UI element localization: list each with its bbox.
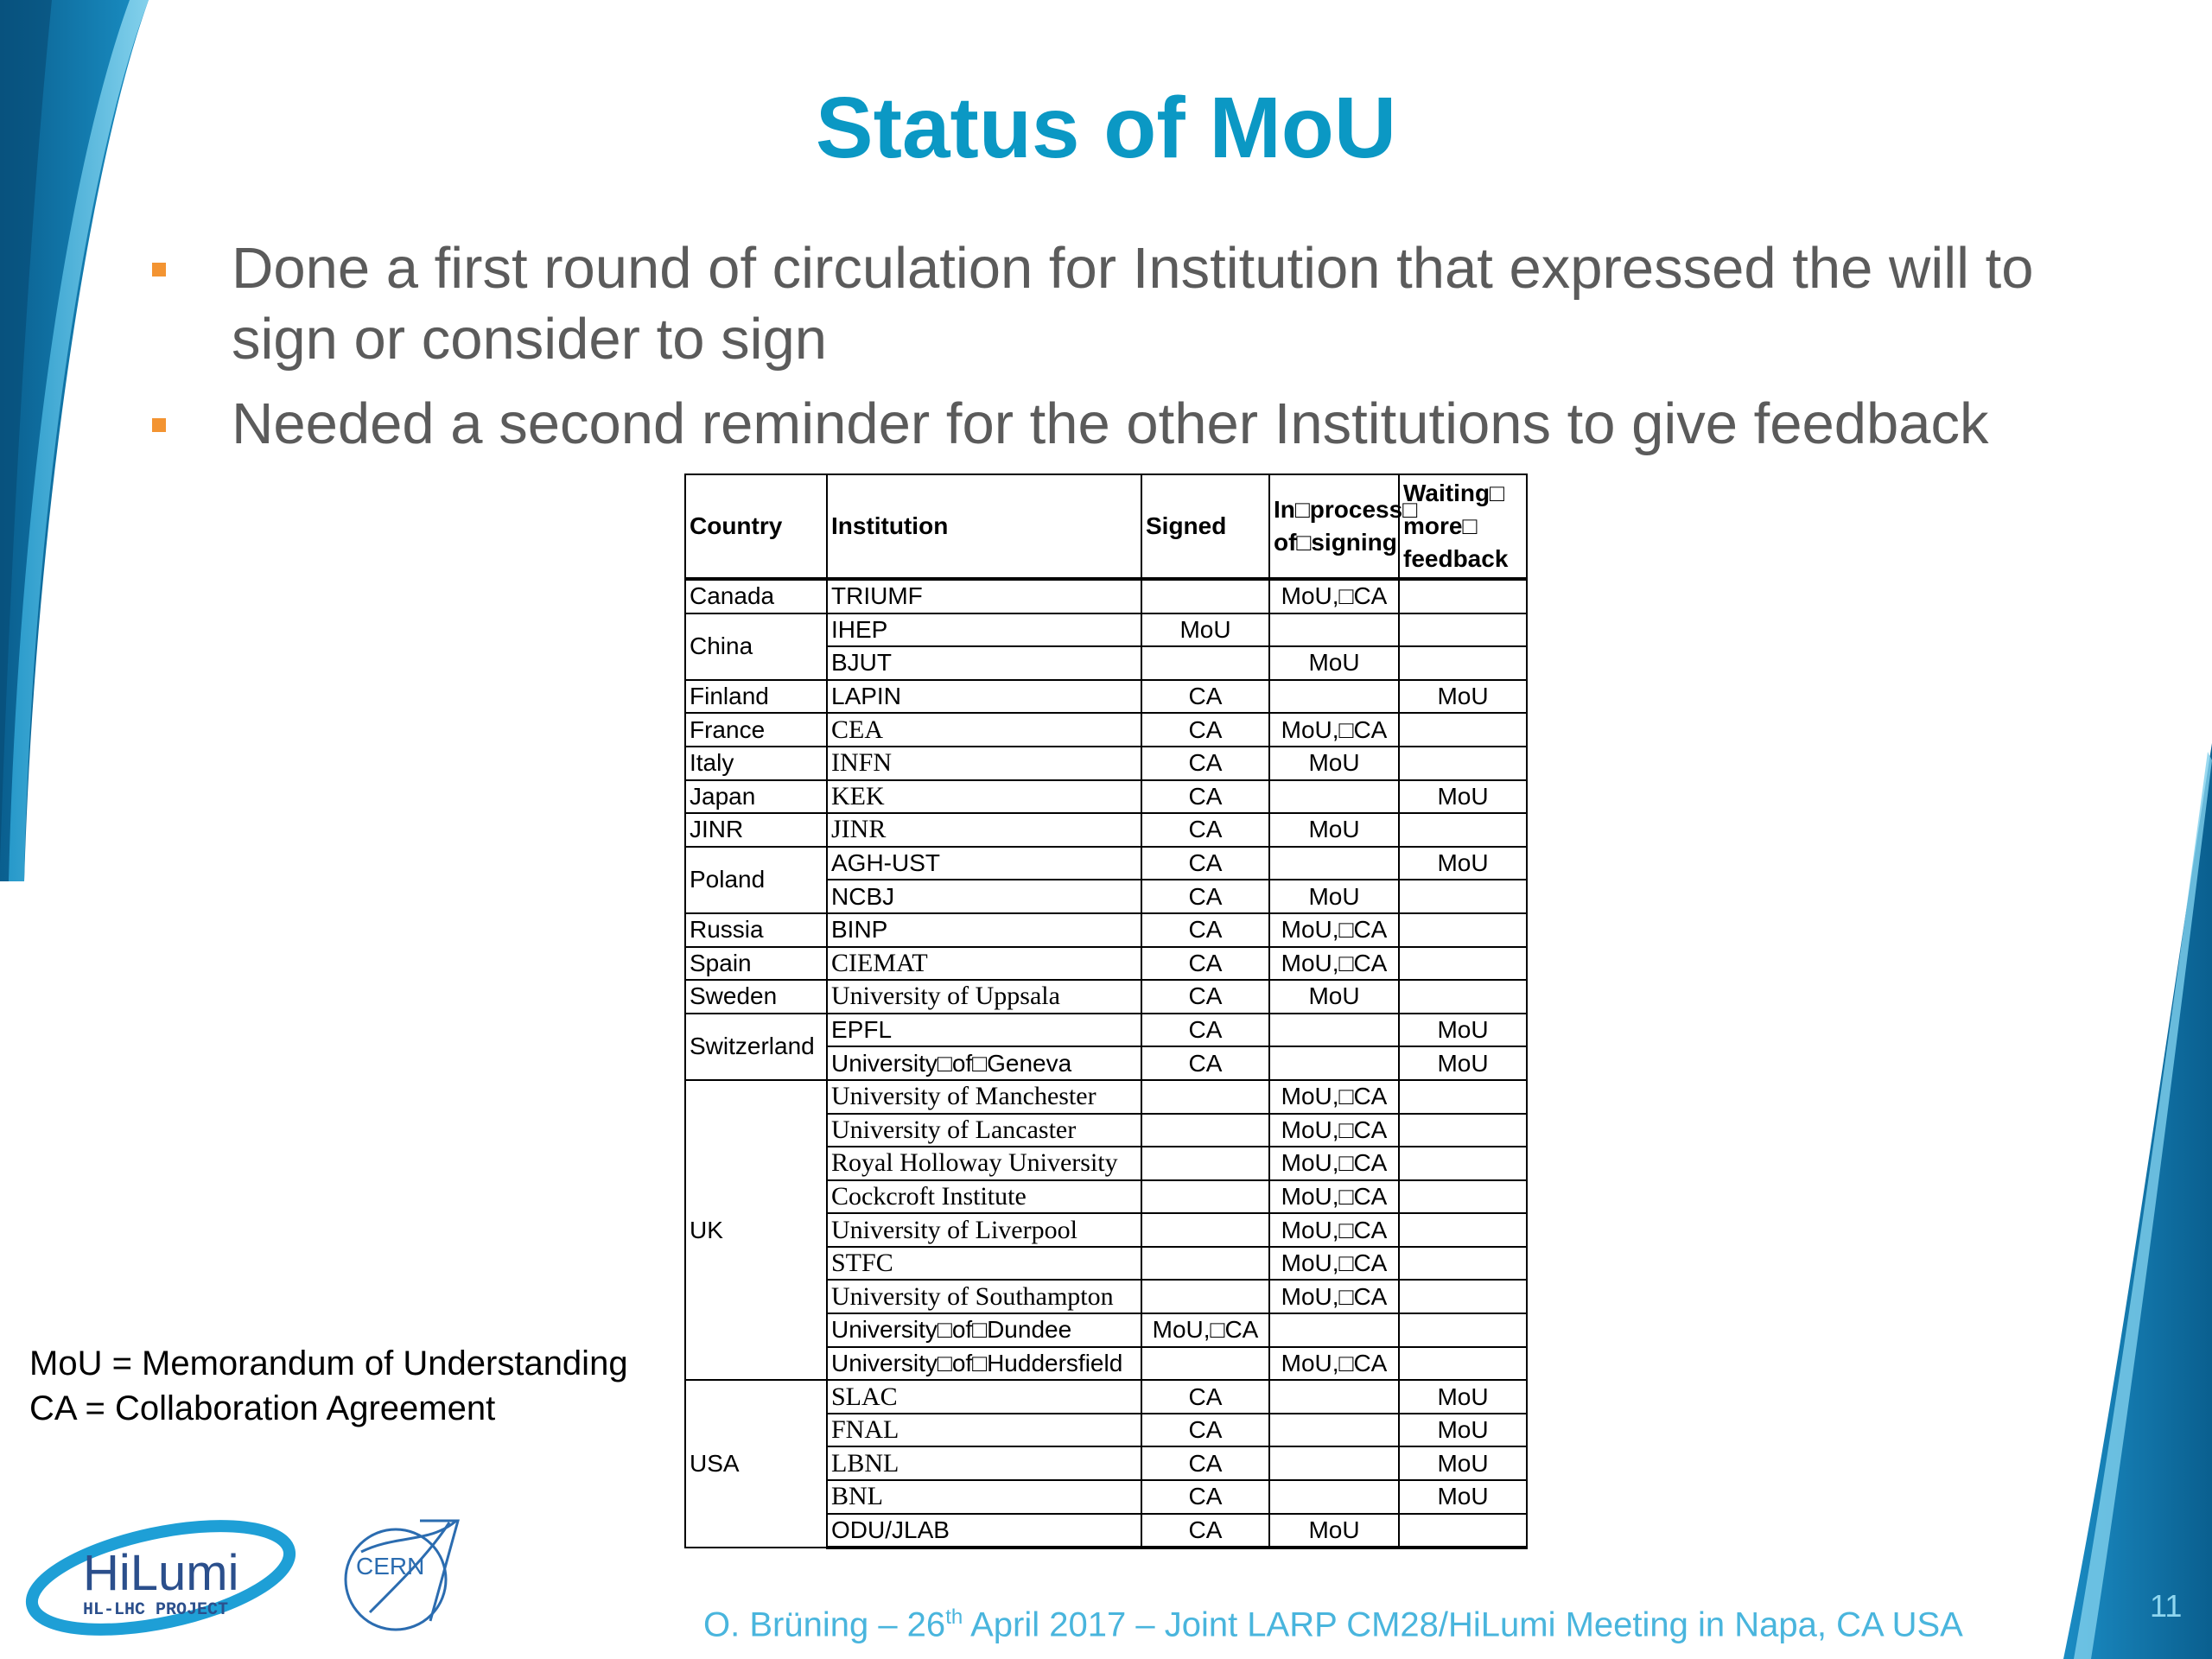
cell-in-process [1269,1480,1399,1514]
cell-in-process: MoU,□CA [1269,913,1399,947]
cell-country: China [685,613,827,680]
cell-in-process [1269,1414,1399,1447]
cell-institution: BINP [827,913,1141,947]
cell-in-process: MoU [1269,747,1399,780]
cell-institution: JINR [827,813,1141,847]
cell-in-process: MoU [1269,813,1399,847]
cell-in-process: MoU [1269,880,1399,913]
cell-institution: STFC [827,1247,1141,1281]
cell-signed: CA [1141,1014,1269,1047]
cell-institution: CEA [827,713,1141,747]
header-country: Country [685,474,827,579]
bullet-square-icon [152,418,166,432]
cell-in-process [1269,1014,1399,1047]
table-row [685,1380,1527,1414]
table-row [685,780,1527,814]
cell-signed: CA [1141,1380,1269,1414]
cell-signed [1141,1347,1269,1381]
cell-signed [1141,1247,1269,1281]
cell-in-process: MoU,□CA [1269,1247,1399,1281]
bullet-text: Done a first round of circulation for Institution that expressed the will to sign or consider to sign [232,236,2034,372]
cell-signed [1141,579,1269,613]
cell-in-process: MoU,□CA [1269,713,1399,747]
header-signed: Signed [1141,474,1269,579]
cell-in-process: MoU,□CA [1269,579,1399,613]
hilumi-logo-text: HiLumi [83,1545,239,1601]
cell-institution: University of Manchester [827,1080,1141,1114]
cell-signed [1141,1280,1269,1313]
cell-in-process: MoU [1269,980,1399,1014]
cell-in-process: MoU,□CA [1269,1213,1399,1247]
legend-ca: CA = Collaboration Agreement [29,1389,496,1427]
cell-waiting: MoU [1399,1446,1527,1480]
cell-institution: FNAL [827,1414,1141,1447]
footer-text-post: April 2017 – Joint LARP CM28/HiLumi Meeting in Napa, CA USA [963,1605,1963,1644]
cell-signed: CA [1141,1046,1269,1080]
cell-waiting [1399,1114,1527,1147]
cell-waiting: MoU [1399,680,1527,714]
cell-country: Canada [685,579,827,613]
cell-signed [1141,1147,1269,1180]
cell-institution: SLAC [827,1380,1141,1414]
cell-in-process [1269,1046,1399,1080]
cell-country: USA [685,1380,827,1548]
cell-waiting [1399,913,1527,947]
cell-in-process [1269,847,1399,880]
cell-institution: University of Southampton [827,1280,1141,1313]
cell-signed: MoU [1141,613,1269,647]
cell-waiting [1399,646,1527,680]
table-row [685,713,1527,747]
cell-country: Finland [685,680,827,714]
mou-status-table [684,474,1528,1549]
table-row [685,1014,1527,1047]
cell-in-process: MoU,□CA [1269,1080,1399,1114]
cell-waiting: MoU [1399,780,1527,814]
cell-waiting [1399,947,1527,981]
cell-in-process: MoU,□CA [1269,1147,1399,1180]
hilumi-logo [22,1521,299,1633]
cell-institution: University of Liverpool [827,1213,1141,1247]
cell-country: France [685,713,827,747]
cell-signed: CA [1141,1414,1269,1447]
table-header-row [685,474,1527,579]
cell-signed: CA [1141,880,1269,913]
cell-signed: CA [1141,847,1269,880]
header-in-process: In□process□ of□signing [1269,474,1399,579]
cell-signed: CA [1141,713,1269,747]
cell-signed: CA [1141,1514,1269,1548]
cell-country: Sweden [685,980,827,1014]
cell-waiting [1399,613,1527,647]
cell-institution: Royal Holloway University [827,1147,1141,1180]
bullet-item [152,389,2079,460]
cell-waiting [1399,980,1527,1014]
cell-waiting [1399,1514,1527,1548]
table-row [685,747,1527,780]
cell-in-process [1269,613,1399,647]
header-institution: Institution [827,474,1141,579]
legend-mou: MoU = Memorandum of Understanding [29,1344,628,1382]
cern-logo [344,1517,465,1638]
page-number: 11 [2150,1588,2183,1624]
cell-waiting [1399,1180,1527,1214]
cell-institution: University□of□Huddersfield [827,1347,1141,1381]
bullet-item [152,233,2079,375]
cell-waiting [1399,1213,1527,1247]
cell-institution: BNL [827,1480,1141,1514]
cell-country: Japan [685,780,827,814]
cell-signed: CA [1141,980,1269,1014]
cell-institution: University□of□Geneva [827,1046,1141,1080]
cell-country: Italy [685,747,827,780]
cell-institution: AGH-UST [827,847,1141,880]
cell-institution: University□of□Dundee [827,1313,1141,1347]
cell-signed: CA [1141,813,1269,847]
cell-signed: CA [1141,680,1269,714]
cell-signed: CA [1141,1446,1269,1480]
cell-waiting: MoU [1399,1414,1527,1447]
cell-country: Russia [685,913,827,947]
cell-signed: CA [1141,1480,1269,1514]
table-row [685,847,1527,880]
cell-in-process: MoU,□CA [1269,1114,1399,1147]
cell-waiting [1399,813,1527,847]
cell-in-process: MoU [1269,646,1399,680]
cell-institution: EPFL [827,1014,1141,1047]
cell-in-process [1269,780,1399,814]
cell-country: UK [685,1080,827,1380]
cell-in-process: MoU [1269,1514,1399,1548]
cell-waiting [1399,747,1527,780]
cell-in-process [1269,1380,1399,1414]
cell-waiting [1399,1313,1527,1347]
cell-institution: LBNL [827,1446,1141,1480]
cell-institution: LAPIN [827,680,1141,714]
cell-institution: BJUT [827,646,1141,680]
cell-waiting [1399,1147,1527,1180]
abbreviation-legend [29,1341,628,1431]
cell-waiting: MoU [1399,1380,1527,1414]
cell-waiting [1399,1080,1527,1114]
cell-waiting: MoU [1399,847,1527,880]
cell-institution: TRIUMF [827,579,1141,613]
cell-institution: NCBJ [827,880,1141,913]
footer-text-pre: O. Brüning – 26 [703,1605,946,1644]
cell-waiting: MoU [1399,1480,1527,1514]
cell-country: JINR [685,813,827,847]
slide-title: Status of MoU [815,79,1397,176]
cell-in-process [1269,1446,1399,1480]
cell-institution: University of Lancaster [827,1114,1141,1147]
cell-signed: MoU,□CA [1141,1313,1269,1347]
cell-institution: University of Uppsala [827,980,1141,1014]
cell-signed: CA [1141,947,1269,981]
cell-in-process: MoU,□CA [1269,1347,1399,1381]
table-row [685,680,1527,714]
cell-signed [1141,646,1269,680]
cell-waiting [1399,713,1527,747]
cell-institution: KEK [827,780,1141,814]
cell-in-process: MoU,□CA [1269,1180,1399,1214]
cell-in-process [1269,680,1399,714]
footer-text-sup: th [945,1605,963,1629]
table-row [685,1080,1527,1114]
cell-signed: CA [1141,780,1269,814]
cern-logo-text: CERN [356,1553,425,1580]
cell-signed [1141,1080,1269,1114]
cell-institution: CIEMAT [827,947,1141,981]
cell-signed [1141,1180,1269,1214]
table-row [685,980,1527,1014]
table-row [685,947,1527,981]
cell-in-process: MoU,□CA [1269,947,1399,981]
cell-signed [1141,1114,1269,1147]
cell-institution: IHEP [827,613,1141,647]
cell-waiting: MoU [1399,1046,1527,1080]
cell-waiting [1399,1347,1527,1381]
bullet-list [152,233,2079,474]
header-waiting: Waiting□ more□ feedback [1399,474,1527,579]
cell-waiting [1399,579,1527,613]
cell-institution: INFN [827,747,1141,780]
cell-institution: Cockcroft Institute [827,1180,1141,1214]
slide-footer [703,1605,1963,1644]
cell-waiting [1399,1280,1527,1313]
cell-in-process [1269,1313,1399,1347]
table-row [685,613,1527,647]
bullet-square-icon [152,263,166,276]
table-row [685,813,1527,847]
cell-signed: CA [1141,747,1269,780]
cell-waiting: MoU [1399,1014,1527,1047]
cell-signed [1141,1213,1269,1247]
cell-signed: CA [1141,913,1269,947]
bullet-text: Needed a second reminder for the other Institutions to give feedback [232,391,1989,456]
cell-country: Switzerland [685,1014,827,1080]
cell-waiting [1399,880,1527,913]
cell-waiting [1399,1247,1527,1281]
cell-country: Poland [685,847,827,913]
cell-institution: ODU/JLAB [827,1514,1141,1548]
cell-in-process: MoU,□CA [1269,1280,1399,1313]
hilumi-logo-subtext: HL-LHC PROJECT [83,1600,229,1620]
cell-country: Spain [685,947,827,981]
table-row [685,913,1527,947]
table-row [685,579,1527,613]
